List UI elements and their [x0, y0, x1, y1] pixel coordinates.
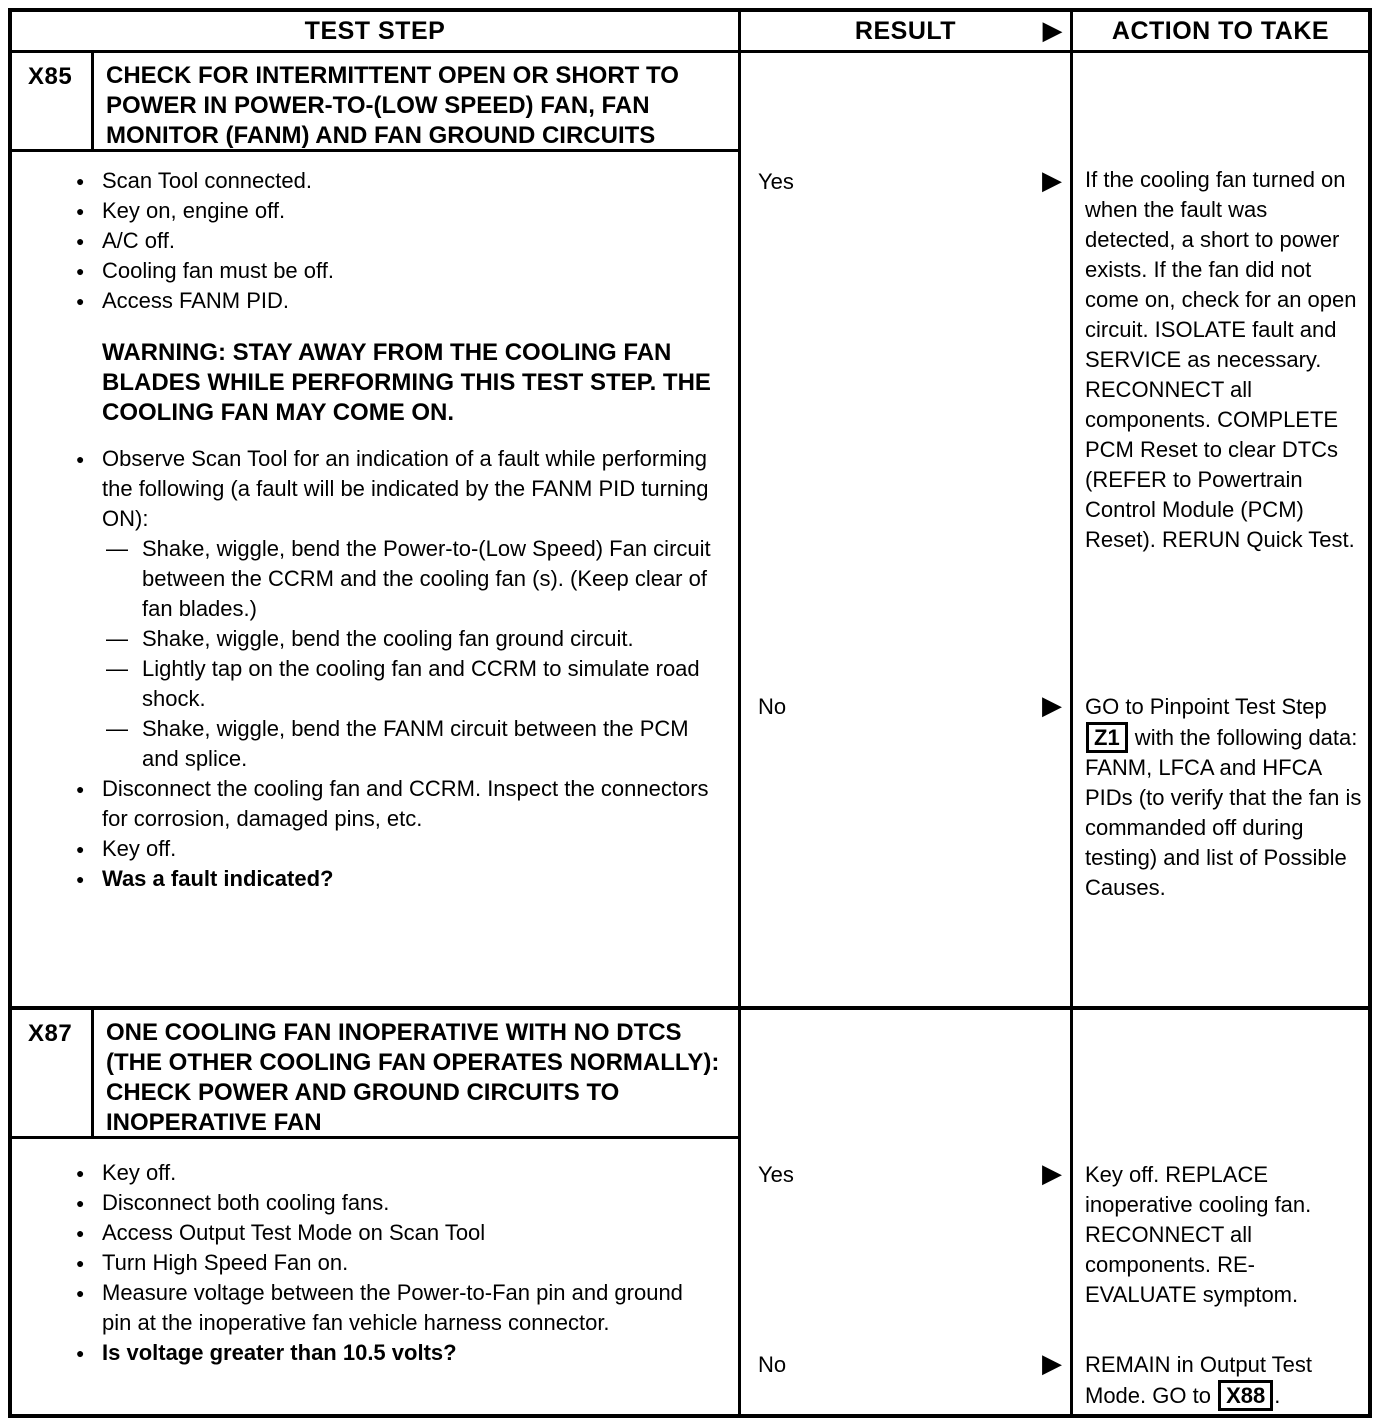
header-result	[741, 12, 1073, 50]
action-text-part: with the following data: FANM, LFCA and HFCA PIDs (to verify that the fan is commanded off during testing) and list of Possible Causes.	[1085, 725, 1362, 900]
bullet-icon: ●	[76, 1345, 85, 1361]
action-text-part: .	[1274, 1383, 1281, 1408]
bullet-icon: ●	[76, 263, 85, 279]
bullet-icon: ●	[76, 1225, 85, 1241]
action-column	[1073, 1010, 1368, 1414]
result-label: Yes	[758, 169, 794, 194]
procedure-text: Observe Scan Tool for an indication of a fault while performing the following (a fault will be indicated by the FANM PID turning ON):	[102, 446, 709, 531]
procedure-item	[76, 774, 714, 834]
action-text-no	[1085, 1350, 1363, 1411]
step-heading	[12, 53, 738, 152]
procedure-item	[76, 256, 714, 286]
procedure-text: Lightly tap on the cooling fan and CCRM to simulate road shock.	[142, 656, 700, 711]
procedure-list	[12, 1139, 738, 1414]
procedure-text: Shake, wiggle, bend the FANM circuit between the PCM and splice.	[142, 716, 689, 771]
bullet-icon: ●	[76, 233, 85, 249]
action-text-no	[1085, 692, 1363, 903]
warning-text: WARNING: STAY AWAY FROM THE COOLING FAN BLADES WHILE PERFORMING THIS TEST STEP. THE COOLING FAN MAY COME ON.	[102, 339, 711, 426]
step-reference-box: X88	[1218, 1380, 1273, 1411]
result-yes	[758, 167, 1064, 197]
header-action-to-take: ACTION TO TAKE	[1111, 16, 1330, 45]
step-title: ONE COOLING FAN INOPERATIVE WITH NO DTCS (THE OTHER COOLING FAN OPERATES NORMALLY): CHECK POWER AND GROUND CIRCUITS TO INOPERATIVE FAN	[106, 1019, 720, 1136]
procedure-text: Measure voltage between the Power-to-Fan pin and ground pin at the inoperative fan vehicle harness connector.	[102, 1280, 683, 1335]
bullet-icon: ●	[76, 1285, 85, 1301]
procedure-text: Shake, wiggle, bend the cooling fan ground circuit.	[142, 626, 634, 651]
test-step-column	[12, 53, 741, 1006]
procedure-text: Turn High Speed Fan on.	[102, 1250, 349, 1275]
bullet-icon: ●	[76, 781, 85, 797]
result-arrow-icon: ▶	[1042, 1348, 1062, 1378]
result-label: No	[758, 694, 787, 719]
procedure-text: Scan Tool connected.	[102, 168, 312, 193]
procedure-item	[76, 1158, 714, 1188]
result-arrow-icon: ▶	[1042, 690, 1062, 720]
test-step-row-x85	[12, 53, 1368, 1010]
result-arrow-icon: ▶	[1042, 14, 1063, 45]
dash-icon: —	[106, 626, 128, 651]
action-column	[1073, 53, 1368, 1006]
procedure-subitem	[106, 624, 714, 654]
procedure-item	[76, 166, 714, 196]
result-label: No	[758, 1352, 787, 1377]
procedure-item	[76, 226, 714, 256]
result-no	[758, 692, 1064, 722]
bullet-icon: ●	[76, 173, 85, 189]
step-number: X87	[12, 1010, 94, 1136]
action-text-part: REMAIN in Output Test Mode. GO to	[1085, 1352, 1313, 1408]
pinpoint-test-table	[8, 8, 1372, 1418]
test-step-row-x87	[12, 1010, 1368, 1414]
procedure-text: Shake, wiggle, bend the Power-to-(Low Speed) Fan circuit between the CCRM and the cooling fan (s). (Keep clear of fan blades.)	[142, 536, 711, 621]
procedure-subitem	[106, 714, 714, 774]
procedure-text: Cooling fan must be off.	[102, 258, 334, 283]
bullet-icon: ●	[76, 841, 85, 857]
procedure-subitem	[106, 534, 714, 624]
step-number: X85	[12, 53, 94, 149]
bullet-icon: ●	[76, 1255, 85, 1271]
procedure-item	[76, 196, 714, 226]
bullet-icon: ●	[76, 293, 85, 309]
test-step-column	[12, 1010, 741, 1414]
bullet-icon: ●	[76, 203, 85, 219]
step-reference-box: Z1	[1086, 722, 1128, 753]
dash-icon: —	[106, 656, 128, 681]
action-text-part: GO to Pinpoint Test Step	[1085, 694, 1327, 719]
procedure-text: Disconnect the cooling fan and CCRM. Inspect the connectors for corrosion, damaged pins, etc.	[102, 776, 709, 831]
procedure-item	[76, 834, 714, 864]
procedure-item	[76, 1188, 714, 1218]
bullet-icon: ●	[76, 871, 85, 887]
bullet-icon: ●	[76, 451, 85, 467]
procedure-question	[76, 864, 714, 894]
spacer	[76, 316, 714, 338]
procedure-list	[12, 152, 738, 1006]
step-heading	[12, 1010, 738, 1139]
procedure-item	[76, 1218, 714, 1248]
header-test-step: TEST STEP	[12, 12, 741, 50]
bullet-icon: ●	[76, 1165, 85, 1181]
table-header-row	[12, 12, 1368, 53]
question-text: Was a fault indicated?	[102, 866, 334, 891]
action-text-yes: If the cooling fan turned on when the fault was detected, a short to power exists. If the fan did not come on, check for an open circuit. ISOLATE fault and SERVICE as necessary. RECONNECT all components. COMPLETE PCM Reset to clear DTCs (REFER to Powertrain Control Module (PCM) Reset). RERUN Quick Test.	[1085, 167, 1357, 552]
procedure-item	[76, 1278, 714, 1338]
procedure-subitem	[106, 654, 714, 714]
result-no	[758, 1350, 1064, 1380]
procedure-question	[76, 1338, 714, 1368]
result-arrow-icon: ▶	[1042, 165, 1062, 195]
dash-icon: —	[106, 536, 128, 561]
procedure-text: A/C off.	[102, 228, 175, 253]
bullet-icon: ●	[76, 1195, 85, 1211]
procedure-text: Disconnect both cooling fans.	[102, 1190, 390, 1215]
result-arrow-icon: ▶	[1042, 1158, 1062, 1188]
spacer	[76, 428, 714, 444]
procedure-text: Key on, engine off.	[102, 198, 286, 223]
header-result-label: RESULT	[854, 16, 957, 45]
procedure-item	[76, 444, 714, 534]
step-title: CHECK FOR INTERMITTENT OPEN OR SHORT TO POWER IN POWER-TO-(LOW SPEED) FAN, FAN MONITOR (FANM) AND FAN GROUND CIRCUITS	[106, 62, 679, 149]
procedure-text: Access FANM PID.	[102, 288, 290, 313]
procedure-text: Access Output Test Mode on Scan Tool	[102, 1220, 486, 1245]
result-column	[741, 53, 1073, 1006]
dash-icon: —	[106, 716, 128, 741]
procedure-item	[76, 286, 714, 316]
result-yes	[758, 1160, 1064, 1190]
action-text-yes: Key off. REPLACE inoperative cooling fan. RECONNECT all components. RE-EVALUATE symptom.	[1085, 1162, 1312, 1307]
procedure-text: Key off.	[102, 1160, 177, 1185]
procedure-item	[76, 1248, 714, 1278]
question-text: Is voltage greater than 10.5 volts?	[102, 1340, 457, 1365]
result-label: Yes	[758, 1162, 794, 1187]
result-column	[741, 1010, 1073, 1414]
procedure-text: Key off.	[102, 836, 177, 861]
